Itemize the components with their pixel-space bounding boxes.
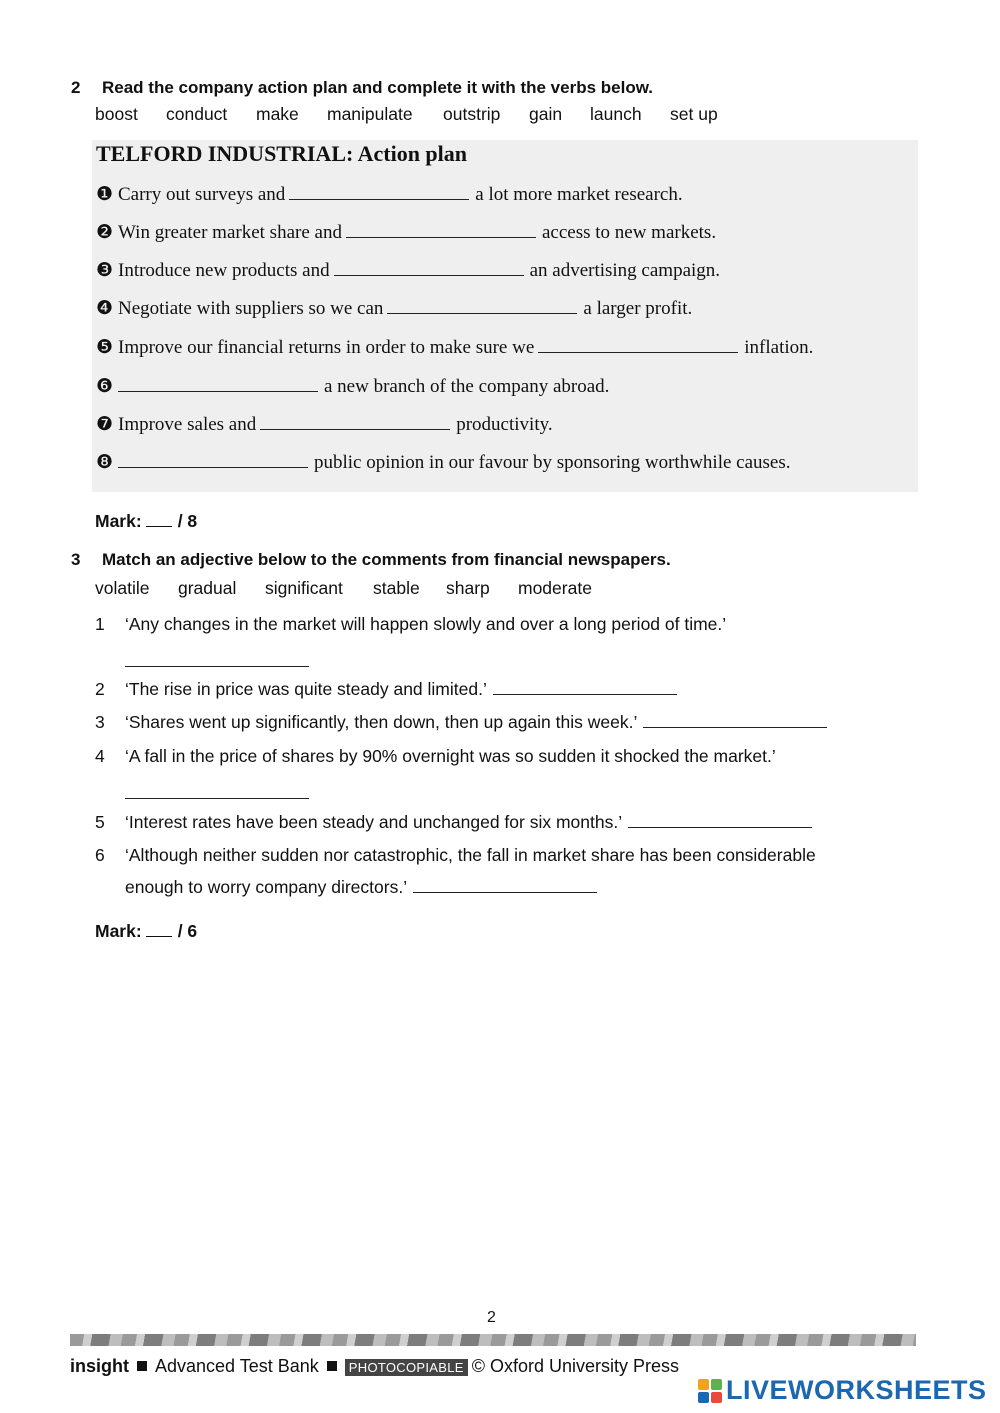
question-number: 3 [71,550,81,569]
answer-blank-6[interactable] [118,377,318,392]
word-bank-item: set up [670,104,718,124]
answer-blank[interactable] [413,878,597,893]
brand-name: insight [70,1356,129,1376]
mark-blank[interactable] [146,924,172,937]
comment-item-3: 3 ‘Shares went up significantly, then down, then up again this week.’ [95,712,827,733]
plan-bullet: ❼ [96,414,114,435]
comment-item-4: 4 ‘A fall in the price of shares by 90% overnight was so sudden it shocked the market.’ [95,746,776,766]
answer-blank-2[interactable] [346,223,536,238]
word-bank-item: conduct [166,104,228,124]
comment-item-6: 6 ‘Although neither sudden nor catastrophic, the fall in market share has been considerable [95,845,816,865]
footer-credits [70,1356,679,1377]
answer-blank-4[interactable] [387,299,577,314]
plan-bullet: ❶ [96,184,114,205]
plan-line-1: ❶ Carry out surveys and a lot more market research. [96,184,683,205]
word-bank-item: gain [529,104,563,124]
plan-line-3: ❸ Introduce new products and an advertising campaign. [96,260,721,281]
word-bank-item: gradual [178,578,237,598]
comment-item-2: 2 ‘The rise in price was quite steady and limited.’ [95,679,677,700]
photocopiable-badge: PHOTOCOPIABLE [345,1359,468,1376]
mark-blank[interactable] [146,514,172,527]
square-separator-icon [137,1361,147,1371]
answer-blank[interactable] [125,784,309,799]
plan-bullet: ❻ [96,376,114,397]
page-number: 2 [487,1309,496,1326]
plan-bullet: ❽ [96,452,114,473]
liveworksheets-watermark [698,1375,987,1406]
plan-line-5: ❺ Improve our financial returns in order to make sure we inflation. [96,337,814,358]
word-bank-item: stable [373,578,420,598]
answer-blank-1[interactable] [289,185,469,200]
answer-blank-7[interactable] [260,415,450,430]
plan-line-8: ❽ public opinion in our favour by sponsoring worthwhile causes. [96,452,791,473]
comment-item-1: 1 ‘Any changes in the market will happen slowly and over a long period of time.’ [95,614,727,634]
question-number: 2 [71,78,81,97]
word-bank-item: significant [265,578,343,598]
word-bank-item: volatile [95,578,150,598]
question-instruction: Match an adjective below to the comments from financial newspapers. [102,550,671,569]
plan-bullet: ❷ [96,222,114,243]
word-bank-item: make [256,104,299,124]
comment-answer-line-4 [125,783,309,804]
liveworksheets-logo-icon [698,1379,722,1403]
answer-blank[interactable] [628,813,812,828]
word-bank-item: outstrip [443,104,501,124]
adjective-word-bank [95,578,592,599]
answer-blank[interactable] [125,652,309,667]
comment-item-6-continued: enough to worry company directors.’ [125,877,597,898]
comment-answer-line-1 [125,651,309,672]
watermark-text: LIVEWORKSHEETS [726,1375,987,1405]
answer-blank-3[interactable] [334,261,524,276]
word-bank-item: boost [95,104,138,124]
publisher: © Oxford University Press [471,1356,680,1376]
plan-line-2: ❷ Win greater market share and access to new markets. [96,222,717,243]
answer-blank-8[interactable] [118,453,308,468]
answer-blank[interactable] [493,680,677,695]
question-instruction: Read the company action plan and complete it with the verbs below. [102,78,654,97]
word-bank-item: manipulate [327,104,413,124]
footer-decorative-strip [70,1334,916,1346]
plan-line-7: ❼ Improve sales and productivity. [96,414,553,435]
mark-section-2: Mark: / 8 [95,511,198,531]
plan-bullet: ❹ [96,298,114,319]
comment-item-5: 5 ‘Interest rates have been steady and unchanged for six months.’ [95,812,812,833]
plan-line-4: ❹ Negotiate with suppliers so we can a larger profit. [96,298,693,319]
verb-word-bank [95,104,718,125]
answer-blank[interactable] [643,713,827,728]
product-name: Advanced Test Bank [155,1356,319,1376]
plan-bullet: ❸ [96,260,114,281]
action-plan-title: TELFORD INDUSTRIAL: Action plan [96,141,468,166]
word-bank-item: launch [590,104,642,124]
word-bank-item: sharp [446,578,490,598]
answer-blank-5[interactable] [538,338,738,353]
mark-section-3: Mark: / 6 [95,921,198,941]
plan-line-6: ❻ a new branch of the company abroad. [96,376,610,397]
plan-bullet: ❺ [96,337,114,358]
square-separator-icon [327,1361,337,1371]
word-bank-item: moderate [518,578,592,598]
